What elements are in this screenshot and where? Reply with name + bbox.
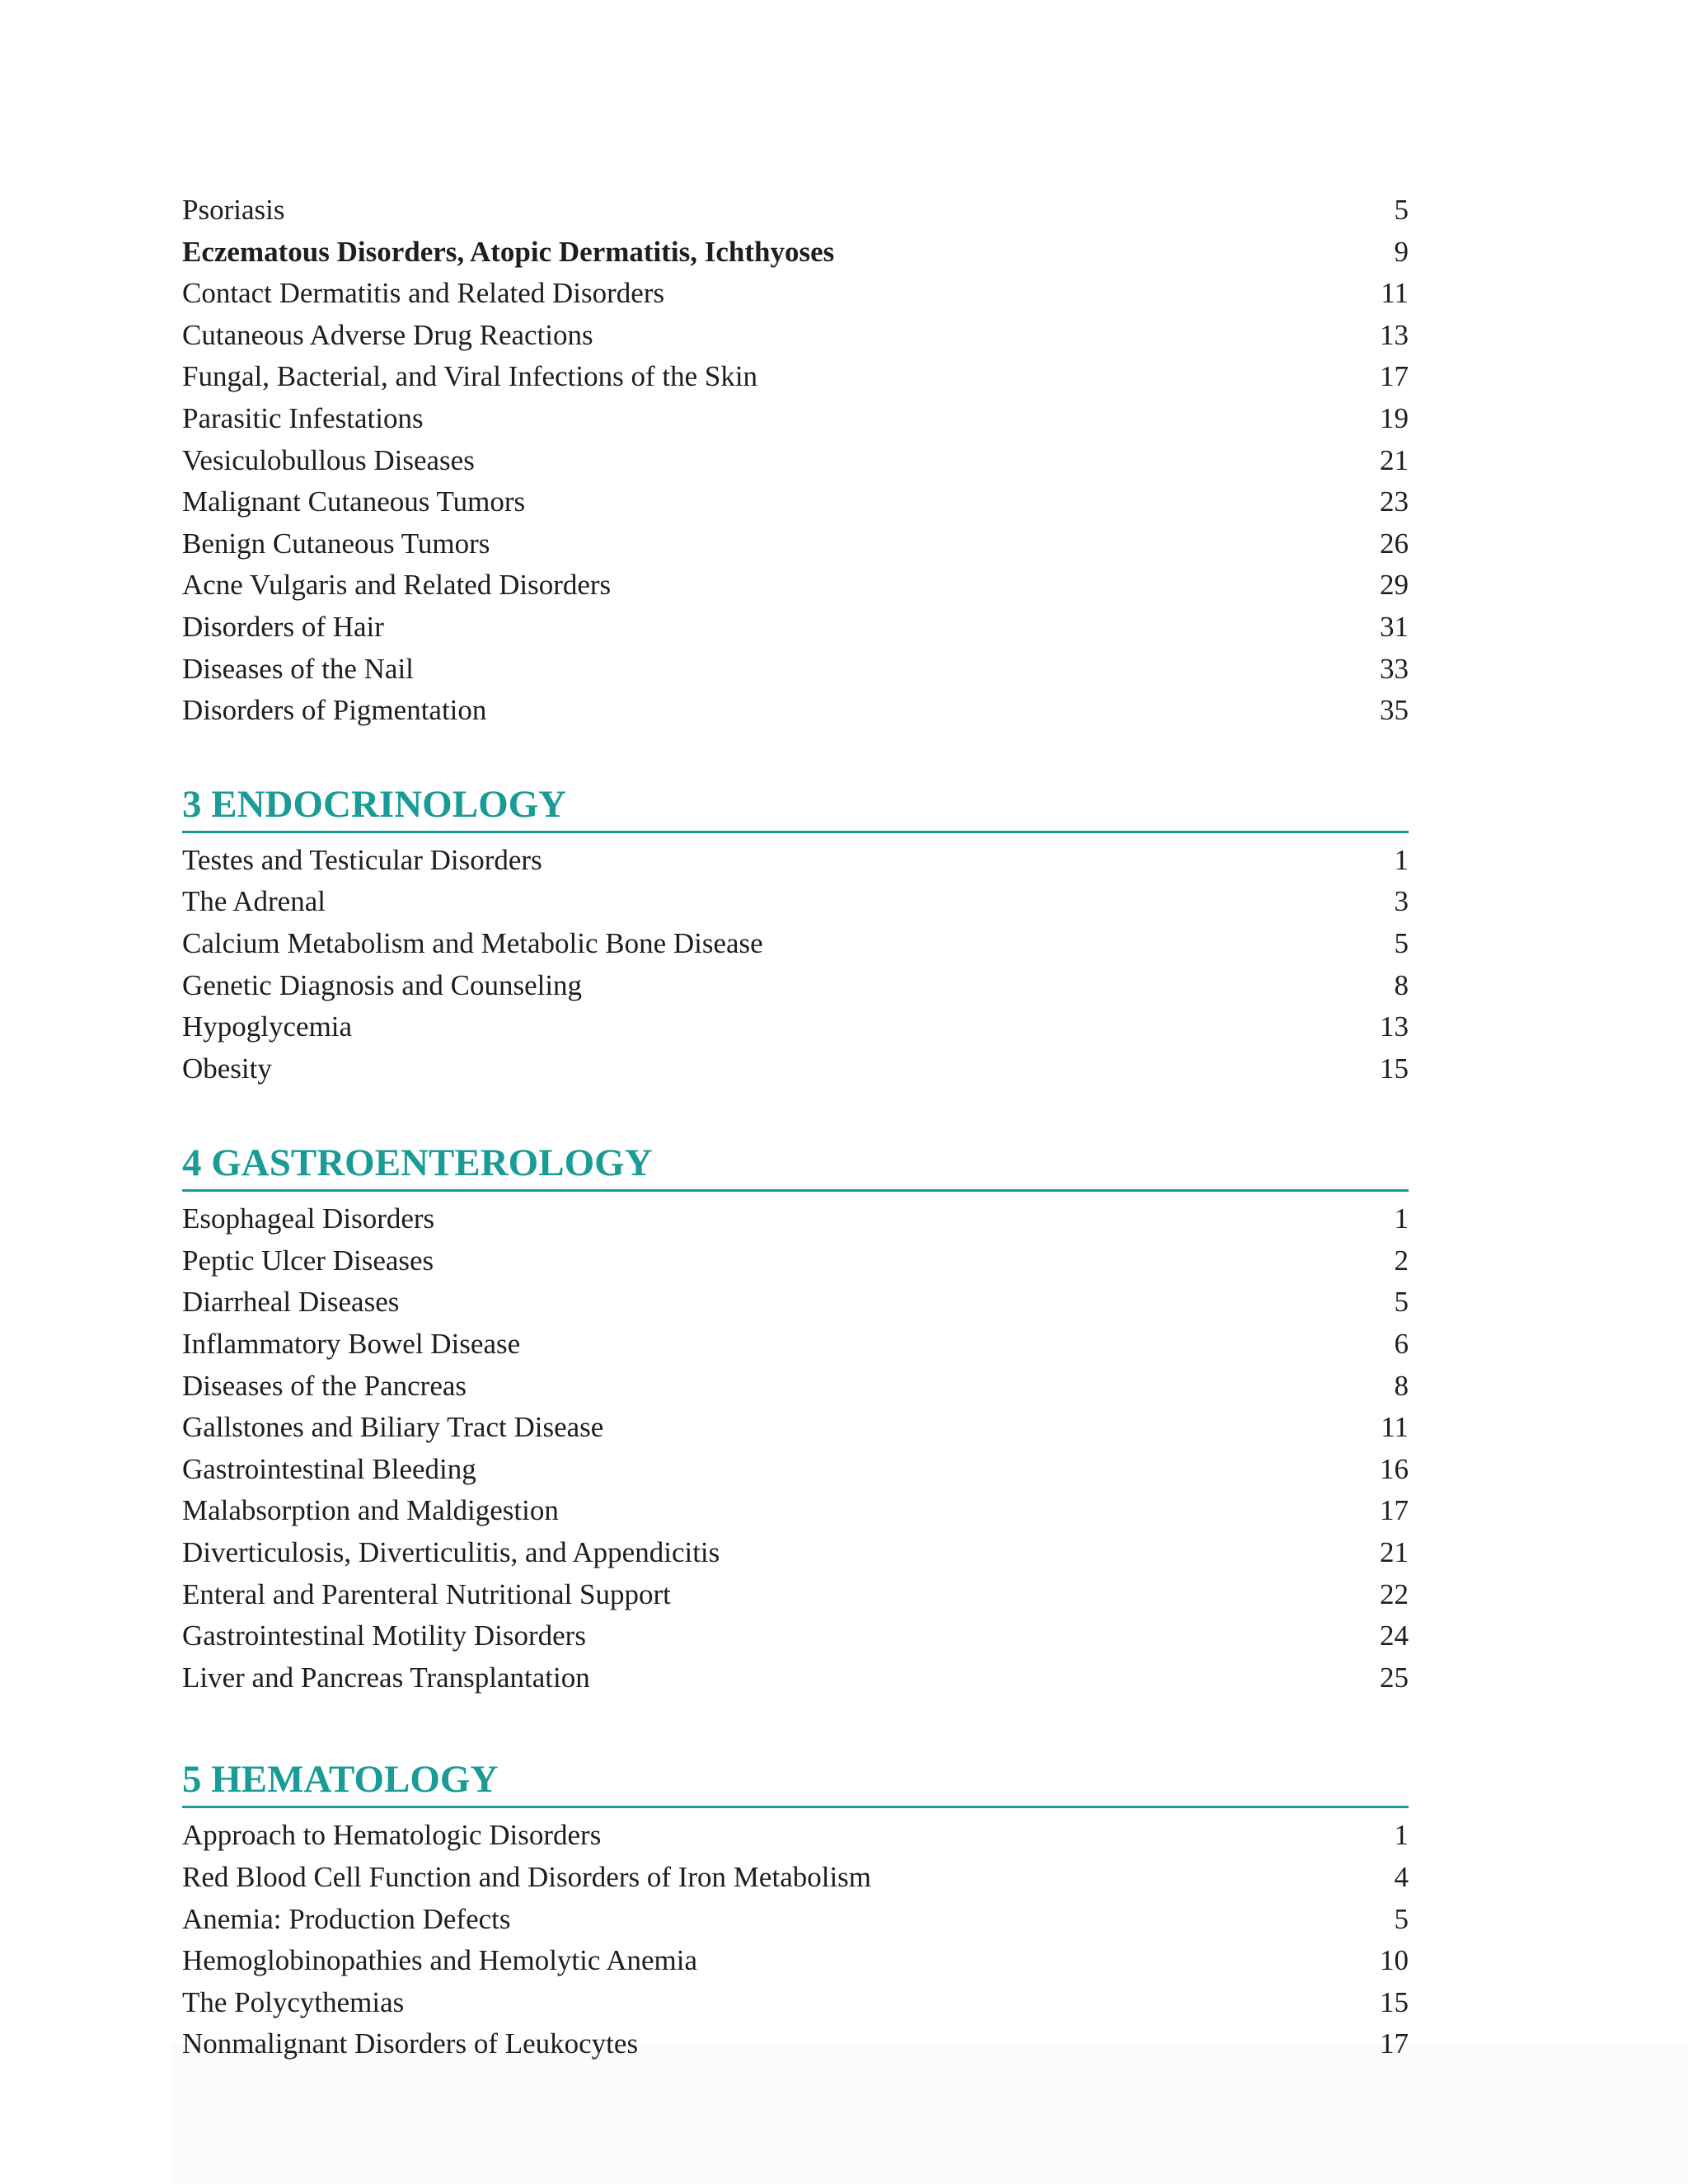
toc-entry-page-number: 9 [1394,235,1409,268]
toc-entry-title: Approach to Hematologic Disorders [182,1819,602,1852]
toc-entry[interactable] [182,523,1409,565]
toc-entry[interactable] [182,1982,1409,2024]
toc-entry-title: The Adrenal [182,885,326,918]
toc-entry-title: Acne Vulgaris and Related Disorders [182,569,612,602]
toc-entry-title: Enteral and Parenteral Nutritional Support [182,1577,671,1610]
toc-entry-page-number: 5 [1394,926,1409,959]
toc-entry[interactable] [182,1324,1409,1366]
toc-entry-title: Esophageal Disorders [182,1202,435,1235]
toc-entry-page-number: 35 [1380,694,1409,727]
lead-entry-list [182,190,1409,732]
toc-entry-page-number: 11 [1381,277,1409,310]
toc-entry-page-number: 10 [1380,1944,1409,1977]
toc-entry-page-number: 23 [1380,485,1409,518]
toc-entry-title: Nonmalignant Disorders of Leukocytes [182,2027,639,2060]
toc-entry-title: Gastrointestinal Motility Disorders [182,1619,586,1652]
toc-entry[interactable] [182,481,1409,523]
toc-entry-page-number: 5 [1394,1902,1409,1935]
toc-entry[interactable] [182,1940,1409,1982]
toc-entry-title: Gastrointestinal Bleeding [182,1452,476,1485]
toc-entry[interactable] [182,1657,1409,1699]
toc-entry[interactable] [182,398,1409,440]
toc-entry-page-number: 13 [1380,1010,1409,1043]
toc-entry[interactable] [182,440,1409,482]
table-of-contents [182,190,1409,2065]
toc-entry-page-number: 1 [1394,1819,1409,1852]
toc-entry-page-number: 1 [1394,843,1409,876]
toc-entry-page-number: 17 [1380,360,1409,393]
toc-entry[interactable] [182,1857,1409,1899]
toc-entry[interactable] [182,1198,1409,1240]
toc-entry-title: Liver and Pancreas Transplantation [182,1661,590,1694]
toc-entry[interactable] [182,1048,1409,1090]
toc-entry[interactable] [182,356,1409,398]
toc-entry-title: Parasitic Infestations [182,401,424,434]
toc-entry-title: Hypoglycemia [182,1010,353,1043]
toc-entry[interactable] [182,1282,1409,1324]
section-heading[interactable]: 5 HEMATOLOGY [182,1756,1409,1808]
section-heading[interactable]: 4 GASTROENTEROLOGY [182,1140,1409,1192]
toc-entry[interactable] [182,881,1409,923]
toc-entry[interactable] [182,649,1409,691]
toc-entry-title: Disorders of Pigmentation [182,694,487,727]
toc-section [182,781,1409,1090]
toc-entry-title: Peptic Ulcer Diseases [182,1244,434,1277]
toc-entry-page-number: 2 [1394,1244,1409,1277]
toc-entry[interactable] [182,1574,1409,1616]
toc-entry-title: Hemoglobinopathies and Hemolytic Anemia [182,1944,698,1977]
toc-section [182,1756,1409,2065]
toc-entry-page-number: 17 [1380,2027,1409,2060]
toc-entry[interactable] [182,690,1409,732]
toc-entry-page-number: 15 [1380,1052,1409,1085]
toc-entry[interactable] [182,1899,1409,1941]
toc-entry-page-number: 8 [1394,1369,1409,1402]
toc-section [182,1140,1409,1699]
toc-entry[interactable] [182,315,1409,357]
toc-entry-page-number: 22 [1380,1577,1409,1610]
toc-entry-title: Testes and Testicular Disorders [182,843,542,876]
toc-entry-page-number: 31 [1380,610,1409,643]
toc-entry[interactable] [182,2023,1409,2065]
toc-entry-title: Cutaneous Adverse Drug Reactions [182,318,593,351]
toc-entry-page-number: 5 [1394,194,1409,226]
toc-entry-title: Vesiculobullous Diseases [182,443,475,476]
toc-entry-page-number: 24 [1380,1619,1409,1652]
toc-entry[interactable] [182,840,1409,882]
toc-entry-title: Genetic Diagnosis and Counseling [182,968,583,1001]
toc-entry-page-number: 16 [1380,1452,1409,1485]
toc-entry-title: Diseases of the Pancreas [182,1369,467,1402]
toc-entry-title: Obesity [182,1052,272,1085]
toc-entry[interactable] [182,190,1409,232]
toc-entry-page-number: 1 [1394,1202,1409,1235]
toc-entry-page-number: 15 [1380,1985,1409,2018]
toc-entry-title: Benign Cutaneous Tumors [182,527,490,560]
toc-entry[interactable] [182,1366,1409,1408]
toc-entry[interactable] [182,565,1409,607]
toc-entry[interactable] [182,1615,1409,1657]
toc-entry-page-number: 11 [1381,1411,1409,1444]
toc-entry-page-number: 21 [1380,1536,1409,1569]
toc-entry-page-number: 21 [1380,443,1409,476]
toc-entry[interactable] [182,273,1409,315]
toc-entry-page-number: 8 [1394,968,1409,1001]
toc-entry-page-number: 3 [1394,885,1409,918]
toc-entry-title: Red Blood Cell Function and Disorders of Iron Metabolism [182,1861,872,1893]
toc-entry-page-number: 6 [1394,1328,1409,1361]
toc-entry-title: Anemia: Production Defects [182,1902,511,1935]
toc-entry-title: Diarrheal Diseases [182,1286,400,1319]
toc-entry[interactable] [182,1815,1409,1857]
toc-entry[interactable] [182,965,1409,1007]
toc-entry[interactable] [182,1407,1409,1449]
toc-entry-title: Eczematous Disorders, Atopic Dermatitis, Ichthyoses [182,235,835,268]
toc-entry-title: Diverticulosis, Diverticulitis, and Appendicitis [182,1536,720,1569]
toc-entry-page-number: 5 [1394,1286,1409,1319]
toc-entry-page-number: 4 [1394,1861,1409,1893]
toc-entry[interactable] [182,1240,1409,1282]
toc-entry-page-number: 33 [1380,652,1409,685]
toc-entry-title: Malabsorption and Maldigestion [182,1494,559,1527]
toc-entry-page-number: 25 [1380,1661,1409,1694]
toc-entry[interactable] [182,1006,1409,1048]
toc-entry-title: Diseases of the Nail [182,652,414,685]
toc-entry-page-number: 13 [1380,318,1409,351]
toc-entry-title: Fungal, Bacterial, and Viral Infections of the Skin [182,360,758,393]
toc-entry-page-number: 26 [1380,527,1409,560]
toc-entry[interactable] [182,923,1409,965]
toc-entry-title: Psoriasis [182,194,285,226]
toc-entry-title: Disorders of Hair [182,610,384,643]
toc-entry-title: Inflammatory Bowel Disease [182,1328,521,1361]
toc-entry[interactable] [182,1532,1409,1574]
toc-entry-title: Malignant Cutaneous Tumors [182,485,526,518]
toc-entry-page-number: 17 [1380,1494,1409,1527]
toc-entry-title: Gallstones and Biliary Tract Disease [182,1411,604,1444]
section-heading[interactable]: 3 ENDOCRINOLOGY [182,781,1409,833]
toc-entry-page-number: 29 [1380,569,1409,602]
toc-entry-title: Calcium Metabolism and Metabolic Bone Disease [182,926,763,959]
toc-entry-page-number: 19 [1380,401,1409,434]
toc-entry-title: Contact Dermatitis and Related Disorders [182,277,665,310]
toc-entry[interactable] [182,1490,1409,1532]
toc-entry[interactable] [182,232,1409,274]
toc-entry[interactable] [182,1449,1409,1491]
toc-entry-title: The Polycythemias [182,1985,405,2018]
section-list [182,781,1409,2065]
toc-entry[interactable] [182,607,1409,649]
